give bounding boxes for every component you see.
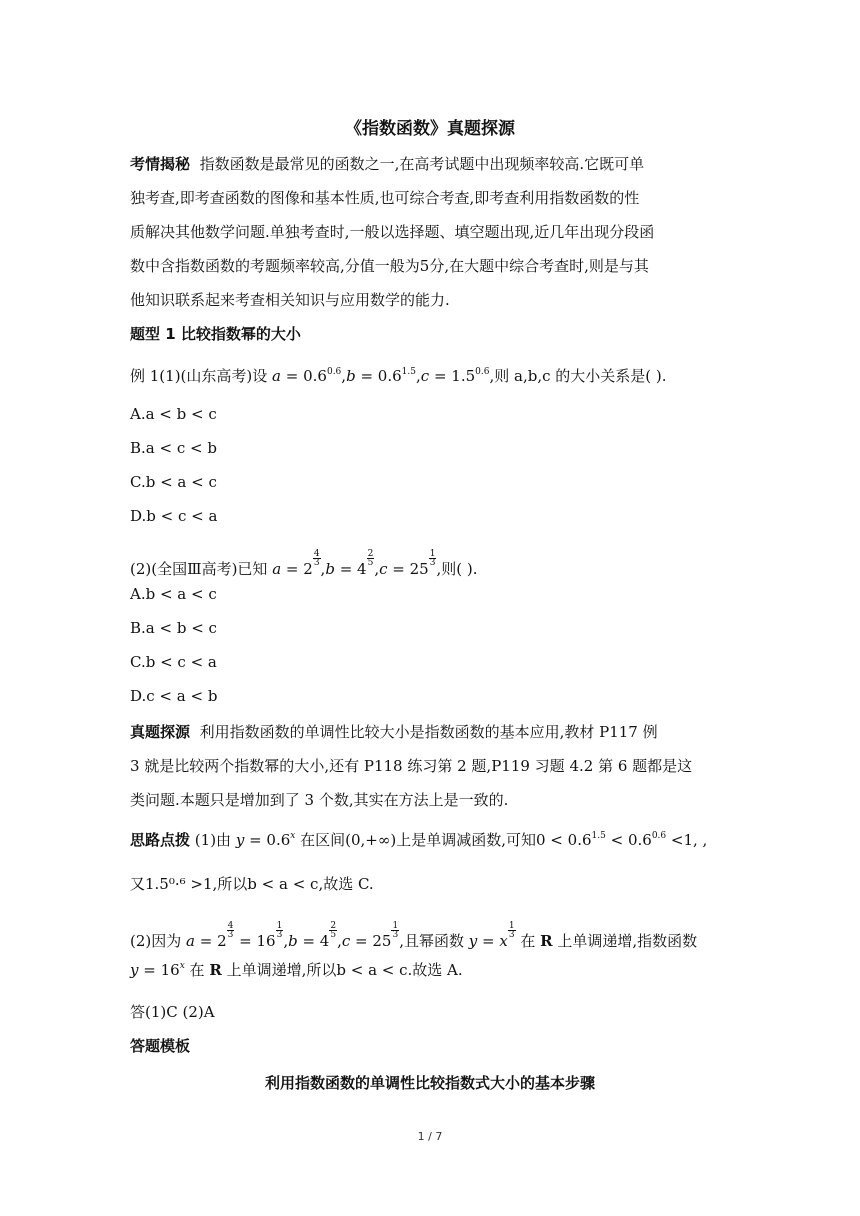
source-text-1: 利用指数函数的单调性比较大小是指数函数的基本应用,教材 P117 例: [199, 723, 658, 741]
intro-line-4: 数中含指数函数的考题频率较高,分值一般为5分,在大题中综合考查时,则是与其: [130, 257, 649, 275]
example1-prefix: 例 1(1)(山东高考)设: [130, 367, 268, 385]
intro-line-3: 质解决其他数学问题.单独考查时,一般以选择题、填空题出现,近几年出现分段函: [130, 223, 655, 241]
example2-question: (2)(全国Ⅲ高考)已知 a = 2 $\frac{4}{3}$ ,b = 4 $\frac{2}{5}$ ,c = 25 $\frac{1}{3}$ ,则( ).: [130, 549, 478, 578]
example2-option-a: A.b < a < c: [130, 585, 217, 603]
example1-question: 例 1(1)(山东高考)设 $a = 0.6^{0.6},b = 0.6^{1.5},c = 1.5^{0.6}$,则 a,b,c 的大小关系是( ).: [130, 367, 667, 385]
example1-option-b: B.a < c < b: [130, 439, 217, 457]
hint-line-2: 又1.5⁰·⁶ >1,所以b < a < c,故选 C.: [130, 875, 374, 893]
source-line-1: [130, 722, 730, 742]
source-line-3: 类问题.本题只是增加到了 3 个数,其实在方法上是一致的.: [130, 791, 509, 809]
source-line-2: 3 就是比较两个指数幂的大小,还有 P118 练习第 2 题,P119 习题 4.2 第 6 题都是这: [130, 757, 693, 775]
template-label: 答题模板: [130, 1037, 191, 1055]
hint-label: 思路点拨: [130, 831, 191, 849]
hint-line-1: 思路点拨 (1)由 $y = 0.6^x$ 在区间(0,+∞)上是单调减函数,可知$0 < 0.6^{1.5} < 0.6^{0.6} <1$, ,: [130, 831, 708, 849]
template-title: 利用指数函数的单调性比较指数式大小的基本步骤: [264, 1074, 595, 1092]
example1-suffix: ,则 a,b,c 的大小关系是( ).: [489, 367, 667, 385]
example2-suffix: ,则( ).: [436, 560, 478, 578]
page-number: 1 / 7: [417, 1130, 443, 1143]
intro-line-5: 他知识联系起来考查相关知识与应用数学的能力.: [130, 291, 450, 309]
page-title: 《指数函数》真题探源: [345, 119, 515, 139]
example1-option-c: C.b < a < c: [130, 473, 217, 491]
hint-line-4: $y = 16^x$ 在 R 上单调递增,所以b < a < c.故选 A.: [130, 961, 463, 979]
intro-label: 考情揭秘: [130, 155, 191, 173]
example2-option-d: D.c < a < b: [130, 687, 218, 705]
source-label: 真题探源: [130, 723, 191, 741]
intro-line-2: 独考查,即考查函数的图像和基本性质,也可综合考查,即考查利用指数函数的性: [130, 189, 640, 207]
example2-prefix: (2)(全国Ⅲ高考)已知: [130, 560, 268, 578]
example1-option-d: D.b < c < a: [130, 507, 218, 525]
intro-line-1: [130, 154, 730, 174]
example1-formula: a: [272, 367, 281, 385]
answer-line: 答(1)C (2)A: [130, 1003, 215, 1021]
example2-option-c: C.b < c < a: [130, 653, 217, 671]
intro-text-1: 指数函数是最常见的函数之一,在高考试题中出现频率较高.它既可单: [199, 155, 645, 173]
example1-option-a: A.a < b < c: [130, 405, 217, 423]
example2-option-b: B.a < b < c: [130, 619, 217, 637]
type1-heading: 题型 1 比较指数幂的大小: [130, 325, 301, 343]
hint-line-3: (2)因为 a = 2 $\frac{4}{3}$ = 16 $\frac{1}{3}$ ,b = 4 $\frac{2}{5}$ ,c = 25 $\frac{1}{3}$ ,且幂函数 y = x $\frac{1}{3}$ 在 R 上单调递增,指数函数: [130, 921, 698, 950]
